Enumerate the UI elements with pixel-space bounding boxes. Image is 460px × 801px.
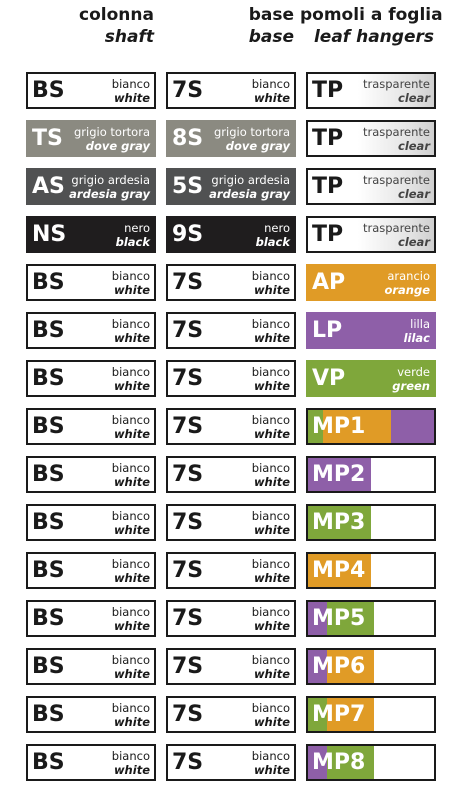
hanger-code: TP <box>312 78 344 103</box>
hanger-swatch[interactable] <box>306 72 436 109</box>
shaft-color-it: bianco <box>111 509 150 523</box>
base-color-en: white <box>253 283 290 297</box>
hanger-swatch[interactable] <box>306 168 436 205</box>
base-color-en: white <box>253 91 290 105</box>
hanger-color-en: clear <box>398 91 430 105</box>
hanger-color-it: lilla <box>410 317 430 331</box>
header-shaft-it: colonna <box>79 5 154 25</box>
base-code: 7S <box>172 702 204 727</box>
base-color-it: bianco <box>251 701 290 715</box>
base-color-name <box>252 557 290 585</box>
base-code: 7S <box>172 318 204 343</box>
base-swatch[interactable] <box>166 120 296 157</box>
header-shaft <box>26 4 154 48</box>
hanger-code: MP5 <box>312 606 366 631</box>
shaft-color-en: white <box>113 715 150 729</box>
hanger-code: MP1 <box>312 414 366 439</box>
shaft-code: BS <box>32 750 65 775</box>
base-color-it: bianco <box>251 749 290 763</box>
shaft-color-name <box>112 749 150 777</box>
base-color-en: white <box>253 763 290 777</box>
hanger-color-name <box>363 125 430 153</box>
hanger-code: LP <box>312 318 343 343</box>
hanger-color-segment <box>391 410 434 443</box>
base-code: 8S <box>172 126 204 151</box>
hanger-code: MP8 <box>312 750 366 775</box>
base-color-en: white <box>253 619 290 633</box>
hanger-code: MP6 <box>312 654 366 679</box>
base-color-en: white <box>253 523 290 537</box>
base-code: 7S <box>172 558 204 583</box>
shaft-color-en: white <box>113 619 150 633</box>
hanger-code: TP <box>312 126 344 151</box>
base-swatch[interactable] <box>166 360 296 397</box>
hanger-code: MP2 <box>312 462 366 487</box>
hanger-code: VP <box>312 366 346 391</box>
base-color-it: bianco <box>251 413 290 427</box>
shaft-color-name <box>112 605 150 633</box>
shaft-color-it: bianco <box>111 317 150 331</box>
shaft-color-en: white <box>113 571 150 585</box>
shaft-color-en: white <box>113 523 150 537</box>
shaft-swatch[interactable] <box>26 120 156 157</box>
base-color-en: black <box>255 235 290 249</box>
base-color-name <box>252 77 290 105</box>
base-color-name <box>252 509 290 537</box>
shaft-color-it: bianco <box>111 413 150 427</box>
shaft-color-en: black <box>115 235 150 249</box>
hanger-code: AP <box>312 270 346 295</box>
shaft-color-it: bianco <box>111 701 150 715</box>
hanger-swatch[interactable] <box>306 600 436 637</box>
hanger-color-it: trasparente <box>362 77 430 91</box>
base-color-en: white <box>253 475 290 489</box>
shaft-code: BS <box>32 654 65 679</box>
shaft-color-it: bianco <box>111 557 150 571</box>
shaft-color-name <box>112 317 150 345</box>
shaft-color-en: white <box>113 379 150 393</box>
shaft-color-name <box>112 653 150 681</box>
hanger-color-name <box>404 317 430 345</box>
base-color-name <box>252 365 290 393</box>
shaft-code: BS <box>32 558 65 583</box>
hanger-color-it: verde <box>397 365 430 379</box>
base-code: 7S <box>172 270 204 295</box>
shaft-swatch[interactable] <box>26 552 156 589</box>
base-code: 7S <box>172 414 204 439</box>
base-color-it: bianco <box>251 509 290 523</box>
base-color-it: bianco <box>251 557 290 571</box>
base-color-en: ardesia gray <box>209 187 290 201</box>
shaft-swatch[interactable] <box>26 744 156 781</box>
shaft-color-it: bianco <box>111 365 150 379</box>
shaft-color-name <box>112 557 150 585</box>
shaft-swatch[interactable] <box>26 648 156 685</box>
header-base-en: base <box>248 27 294 47</box>
header-hangers-en: leaf hangers <box>313 27 434 47</box>
shaft-color-name <box>112 269 150 297</box>
shaft-color-name <box>112 509 150 537</box>
base-color-it: bianco <box>251 461 290 475</box>
shaft-code: TS <box>32 126 63 151</box>
base-code: 5S <box>172 174 204 199</box>
base-color-name <box>252 653 290 681</box>
base-swatch[interactable] <box>166 168 296 205</box>
base-code: 7S <box>172 462 204 487</box>
base-code: 7S <box>172 750 204 775</box>
shaft-swatch[interactable] <box>26 696 156 733</box>
shaft-color-name <box>112 413 150 441</box>
base-color-name <box>252 749 290 777</box>
hanger-swatch[interactable] <box>306 456 436 493</box>
base-color-name <box>252 269 290 297</box>
shaft-code: BS <box>32 414 65 439</box>
base-code: 9S <box>172 222 204 247</box>
hanger-color-en: green <box>392 379 430 393</box>
hanger-color-en: lilac <box>403 331 430 345</box>
base-color-en: white <box>253 571 290 585</box>
base-swatch[interactable] <box>166 264 296 301</box>
shaft-swatch[interactable] <box>26 168 156 205</box>
header-base-it: base <box>248 5 294 25</box>
shaft-code: BS <box>32 702 65 727</box>
shaft-swatch[interactable] <box>26 600 156 637</box>
base-color-name <box>252 605 290 633</box>
hanger-color-en: orange <box>384 283 430 297</box>
shaft-color-en: ardesia gray <box>69 187 150 201</box>
shaft-code: BS <box>32 366 65 391</box>
hanger-color-it: trasparente <box>362 125 430 139</box>
shaft-code: BS <box>32 318 65 343</box>
header-hangers-it: pomoli a foglia <box>300 5 443 25</box>
hanger-color-en: clear <box>398 139 430 153</box>
base-swatch[interactable] <box>166 456 296 493</box>
shaft-color-name <box>116 221 150 249</box>
base-code: 7S <box>172 606 204 631</box>
hanger-color-name <box>363 77 430 105</box>
shaft-color-name <box>112 365 150 393</box>
base-swatch[interactable] <box>166 312 296 349</box>
base-color-en: white <box>253 427 290 441</box>
base-color-en: dove gray <box>225 139 290 153</box>
shaft-color-en: white <box>113 667 150 681</box>
shaft-color-it: grigio tortora <box>73 125 150 139</box>
hanger-swatch[interactable] <box>306 264 436 301</box>
hanger-swatch[interactable] <box>306 648 436 685</box>
hanger-code: TP <box>312 174 344 199</box>
hanger-color-it: trasparente <box>362 221 430 235</box>
shaft-color-name <box>69 173 150 201</box>
base-color-name <box>256 221 290 249</box>
hanger-color-it: trasparente <box>362 173 430 187</box>
base-swatch[interactable] <box>166 72 296 109</box>
hanger-color-name <box>392 365 430 393</box>
base-color-it: bianco <box>251 269 290 283</box>
shaft-color-name <box>112 77 150 105</box>
hanger-swatch[interactable] <box>306 552 436 589</box>
hanger-color-name <box>363 221 430 249</box>
shaft-color-name <box>74 125 150 153</box>
shaft-color-it: bianco <box>111 653 150 667</box>
base-swatch[interactable] <box>166 552 296 589</box>
header-hangers <box>300 4 443 48</box>
shaft-swatch[interactable] <box>26 360 156 397</box>
hanger-swatch[interactable] <box>306 696 436 733</box>
base-code: 7S <box>172 366 204 391</box>
header-shaft-en: shaft <box>104 27 154 47</box>
hanger-code: MP4 <box>312 558 366 583</box>
shaft-color-en: white <box>113 91 150 105</box>
shaft-code: BS <box>32 78 65 103</box>
shaft-swatch[interactable] <box>26 264 156 301</box>
shaft-color-en: dove gray <box>85 139 150 153</box>
shaft-color-name <box>112 701 150 729</box>
base-color-it: bianco <box>251 317 290 331</box>
shaft-swatch[interactable] <box>26 312 156 349</box>
shaft-swatch[interactable] <box>26 72 156 109</box>
shaft-color-it: bianco <box>111 749 150 763</box>
base-code: 7S <box>172 654 204 679</box>
hanger-code: MP3 <box>312 510 366 535</box>
base-color-it: bianco <box>251 77 290 91</box>
base-swatch[interactable] <box>166 648 296 685</box>
hanger-color-it: arancio <box>387 269 430 283</box>
base-swatch[interactable] <box>166 504 296 541</box>
hanger-color-en: clear <box>398 235 430 249</box>
base-color-en: white <box>253 715 290 729</box>
base-color-it: bianco <box>251 605 290 619</box>
shaft-code: BS <box>32 606 65 631</box>
base-color-name <box>209 173 290 201</box>
base-color-name <box>252 413 290 441</box>
shaft-color-it: bianco <box>111 269 150 283</box>
base-swatch[interactable] <box>166 216 296 253</box>
base-color-it: bianco <box>251 365 290 379</box>
shaft-code: BS <box>32 510 65 535</box>
shaft-code: BS <box>32 270 65 295</box>
base-swatch[interactable] <box>166 696 296 733</box>
shaft-color-en: white <box>113 283 150 297</box>
hanger-code: MP7 <box>312 702 366 727</box>
base-color-en: white <box>253 379 290 393</box>
shaft-color-name <box>112 461 150 489</box>
shaft-color-en: white <box>113 331 150 345</box>
shaft-swatch[interactable] <box>26 216 156 253</box>
hanger-swatch[interactable] <box>306 744 436 781</box>
shaft-code: BS <box>32 462 65 487</box>
base-code: 7S <box>172 78 204 103</box>
shaft-color-it: bianco <box>111 461 150 475</box>
shaft-color-it: bianco <box>111 605 150 619</box>
shaft-code: AS <box>32 174 65 199</box>
hanger-swatch[interactable] <box>306 120 436 157</box>
hanger-code: TP <box>312 222 344 247</box>
hanger-color-name <box>384 269 430 297</box>
shaft-color-it: bianco <box>111 77 150 91</box>
hanger-swatch[interactable] <box>306 216 436 253</box>
shaft-color-en: white <box>113 475 150 489</box>
shaft-swatch[interactable] <box>26 408 156 445</box>
hanger-swatch[interactable] <box>306 360 436 397</box>
base-color-en: white <box>253 331 290 345</box>
base-color-en: white <box>253 667 290 681</box>
hanger-color-name <box>363 173 430 201</box>
shaft-color-it: grigio ardesia <box>71 173 150 187</box>
base-code: 7S <box>172 510 204 535</box>
base-swatch[interactable] <box>166 600 296 637</box>
base-color-it: grigio ardesia <box>211 173 290 187</box>
hanger-swatch[interactable] <box>306 504 436 541</box>
base-color-name <box>252 701 290 729</box>
shaft-color-en: white <box>113 763 150 777</box>
base-swatch[interactable] <box>166 408 296 445</box>
shaft-swatch[interactable] <box>26 504 156 541</box>
base-color-name <box>252 317 290 345</box>
shaft-color-it: nero <box>124 221 150 235</box>
base-color-name <box>252 461 290 489</box>
base-color-it: nero <box>264 221 290 235</box>
base-swatch[interactable] <box>166 744 296 781</box>
base-color-it: grigio tortora <box>213 125 290 139</box>
hanger-color-en: clear <box>398 187 430 201</box>
base-color-it: bianco <box>251 653 290 667</box>
header-base <box>166 4 294 48</box>
shaft-code: NS <box>32 222 67 247</box>
hanger-swatch[interactable] <box>306 408 436 445</box>
shaft-swatch[interactable] <box>26 456 156 493</box>
hanger-swatch[interactable] <box>306 312 436 349</box>
shaft-color-en: white <box>113 427 150 441</box>
base-color-name <box>214 125 290 153</box>
